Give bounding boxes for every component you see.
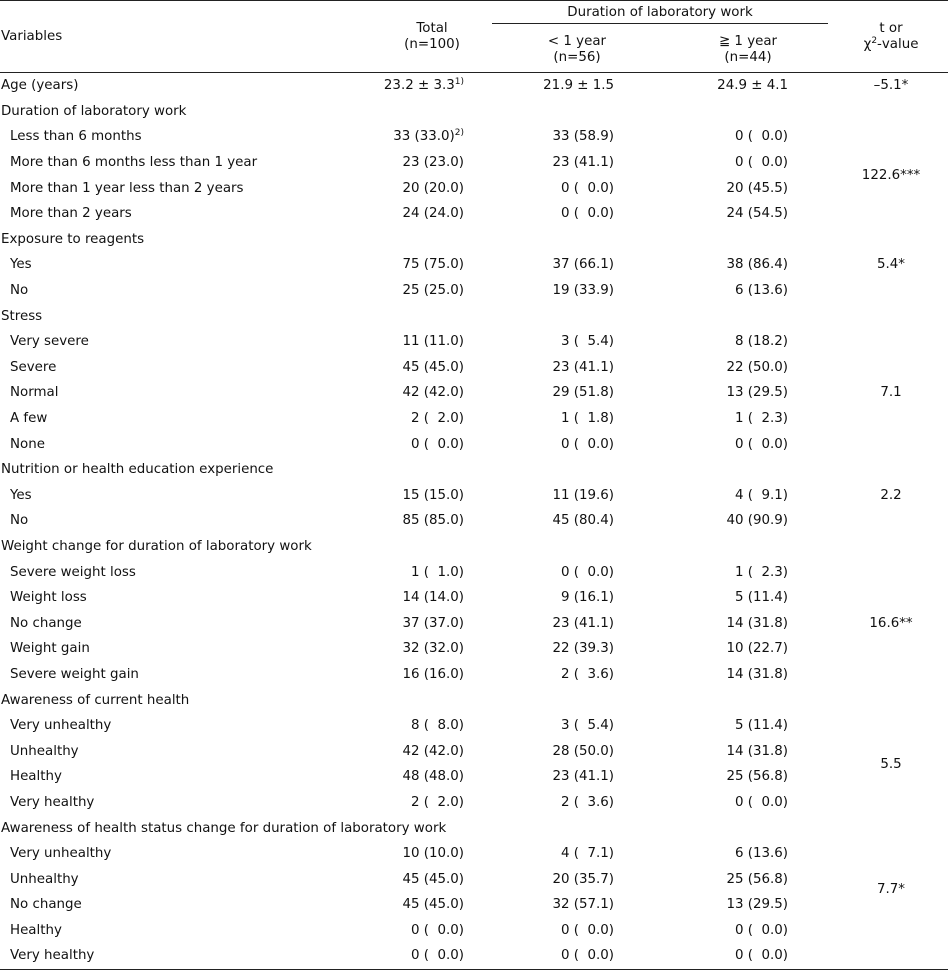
row-label: Very unhealthy — [10, 718, 112, 734]
row-label: Very healthy — [10, 794, 95, 810]
health-change-stat: 7.7* — [834, 841, 948, 969]
header-total — [372, 1, 492, 73]
stress-stat: 7.1 — [880, 385, 902, 401]
row-total: 2 ( 2.0) — [410, 794, 464, 810]
table-row — [0, 610, 948, 636]
table-row — [0, 406, 948, 432]
age-label: Age (years) — [1, 78, 79, 94]
row-lt1: 37 (66.1) — [552, 257, 614, 273]
row-total: 42 (42.0) — [402, 743, 464, 759]
age-total-value: 23.2 ± 3.3 — [383, 78, 455, 94]
row-ge1: 24 (54.5) — [726, 206, 789, 222]
header-lt1-label: < 1 year — [547, 34, 607, 49]
section-row — [0, 99, 948, 125]
row-total-value: 33 (33.0) — [393, 129, 455, 145]
row-label: No change — [10, 615, 82, 631]
row-label: Weight loss — [10, 590, 87, 606]
table-row — [0, 380, 948, 406]
row-label: Very healthy — [0, 943, 372, 969]
row-lt1: 22 (39.3) — [552, 641, 614, 657]
table-row — [0, 559, 948, 585]
row-lt1: 32 (57.1) — [552, 897, 614, 913]
table-row — [0, 73, 948, 99]
row-lt1: 2 ( 3.6) — [560, 666, 614, 682]
row-ge1: 25 (56.8) — [726, 769, 789, 785]
row-lt1: 0 ( 0.0) — [560, 564, 614, 580]
row-ge1: 20 (45.5) — [726, 180, 789, 196]
row-label: Healthy — [10, 922, 62, 938]
row-total: 8 ( 8.0) — [410, 718, 464, 734]
row-ge1: 25 (56.8) — [726, 871, 789, 887]
header-total-label: Total — [416, 20, 448, 36]
row-lt1: 23 (41.1) — [552, 769, 614, 785]
table-row — [0, 790, 948, 816]
row-total: 2 ( 2.0) — [410, 411, 464, 427]
row-total: 15 (15.0) — [402, 487, 464, 503]
row-total: 25 (25.0) — [402, 283, 464, 299]
table-row — [0, 252, 948, 278]
row-total: 16 (16.0) — [402, 666, 464, 682]
row-ge1: 14 (31.8) — [726, 615, 789, 631]
row-label: No — [10, 513, 29, 529]
row-label: Severe weight gain — [10, 666, 139, 682]
row-total: 24 (24.0) — [402, 206, 464, 222]
row-ge1: 1 ( 2.3) — [734, 564, 789, 580]
row-lt1: 0 ( 0.0) — [560, 436, 614, 452]
row-label: No change — [10, 897, 82, 913]
table-row — [0, 483, 948, 509]
age-lt1: 21.9 ± 1.5 — [543, 78, 614, 94]
row-label: Very severe — [10, 334, 89, 350]
row-label: Normal — [10, 385, 59, 401]
education-stat: 2.2 — [880, 487, 902, 503]
row-lt1: 9 (16.1) — [560, 590, 614, 606]
age-ge1: 24.9 ± 4.1 — [717, 78, 789, 94]
row-ge1: 8 (18.2) — [734, 334, 789, 350]
table-row — [0, 738, 948, 764]
row-lt1: 3 ( 5.4) — [560, 334, 614, 350]
header-ge1 — [662, 28, 834, 73]
row-total: 0 ( 0.0) — [410, 436, 464, 452]
table-row — [0, 918, 948, 944]
row-label: No — [10, 283, 29, 299]
section-row — [0, 303, 948, 329]
table-row — [0, 329, 948, 355]
table-row — [0, 662, 948, 688]
row-lt1: 2 ( 3.6) — [560, 794, 614, 810]
row-lt1: 0 ( 0.0) — [492, 943, 662, 969]
row-lt1: 23 (41.1) — [552, 615, 614, 631]
footnote-marker-2: 2) — [454, 128, 464, 139]
header-stat — [834, 1, 948, 73]
row-ge1: 0 ( 0.0) — [734, 129, 789, 145]
header-lt1-n: (n=56) — [553, 50, 601, 65]
table-row — [0, 355, 948, 381]
row-label: Very unhealthy — [10, 846, 112, 862]
section-row — [0, 687, 948, 713]
header-ge1-n: (n=44) — [724, 50, 772, 65]
row-label: Severe weight loss — [10, 564, 136, 580]
row-ge1: 22 (50.0) — [726, 359, 789, 375]
header-ge1-label: ≧ 1 year — [718, 34, 778, 49]
row-total: 10 (10.0) — [402, 846, 464, 862]
row-ge1: 13 (29.5) — [726, 897, 789, 913]
row-total: 14 (14.0) — [402, 590, 464, 606]
section-row — [0, 815, 948, 841]
row-label: None — [10, 436, 45, 452]
row-total — [372, 124, 492, 150]
row-ge1: 14 (31.8) — [726, 743, 789, 759]
row-total: 11 (11.0) — [402, 334, 464, 350]
table-row — [0, 636, 948, 662]
header-lt1 — [492, 28, 662, 73]
table-row — [0, 431, 948, 457]
row-lt1: 29 (51.8) — [552, 385, 614, 401]
row-label: More than 1 year less than 2 years — [10, 180, 244, 196]
row-ge1: 6 (13.6) — [734, 846, 789, 862]
row-label: More than 2 years — [10, 206, 132, 222]
row-lt1: 19 (33.9) — [552, 283, 614, 299]
row-ge1: 0 ( 0.0) — [662, 943, 834, 969]
header-stat-line1: t or — [879, 20, 903, 36]
footnote-marker-1: 1) — [454, 77, 464, 88]
header-total-n: (n=100) — [404, 36, 460, 52]
row-total: 32 (32.0) — [402, 641, 464, 657]
row-label: More than 6 months less than 1 year — [10, 155, 258, 171]
header-duration-group — [492, 1, 834, 29]
weight-stat: 16.6** — [869, 615, 913, 631]
section-label: Duration of laboratory work — [1, 103, 187, 119]
row-lt1: 1 ( 1.8) — [560, 411, 614, 427]
table-row — [0, 150, 948, 176]
row-total: 0 ( 0.0) — [410, 922, 464, 938]
row-label: A few — [10, 411, 48, 427]
section-label: Stress — [1, 308, 43, 324]
table-row — [0, 278, 948, 304]
section-label: Awareness of health status change for duration of laboratory work — [1, 820, 447, 836]
age-stat: –5.1* — [873, 78, 909, 94]
table-row — [0, 508, 948, 534]
section-label: Nutrition or health education experience — [1, 462, 274, 478]
age-total — [372, 73, 492, 99]
health-stat: 5.5 — [880, 756, 902, 772]
table-row — [0, 764, 948, 790]
row-lt1: 20 (35.7) — [552, 871, 614, 887]
row-total: 45 (45.0) — [402, 897, 464, 913]
table-row — [0, 841, 948, 867]
row-lt1: 3 ( 5.4) — [560, 718, 614, 734]
row-ge1: 0 ( 0.0) — [734, 155, 789, 171]
row-total: 45 (45.0) — [402, 871, 464, 887]
row-lt1: 28 (50.0) — [552, 743, 614, 759]
table-row — [0, 866, 948, 892]
row-ge1: 0 ( 0.0) — [734, 436, 789, 452]
row-ge1: 4 ( 9.1) — [734, 487, 789, 503]
row-lt1: 4 ( 7.1) — [560, 846, 614, 862]
row-lt1: 0 ( 0.0) — [560, 922, 614, 938]
row-ge1: 10 (22.7) — [726, 641, 789, 657]
row-total: 85 (85.0) — [402, 513, 464, 529]
section-row — [0, 457, 948, 483]
row-ge1: 38 (86.4) — [726, 257, 789, 273]
row-total: 0 ( 0.0) — [372, 943, 492, 969]
header-stat-line2 — [834, 37, 948, 53]
section-label: Awareness of current health — [1, 692, 190, 708]
row-ge1: 6 (13.6) — [734, 283, 789, 299]
row-label: Unhealthy — [10, 743, 79, 759]
table-row — [0, 201, 948, 227]
table-row — [0, 892, 948, 918]
section-label: Exposure to reagents — [1, 231, 145, 247]
row-lt1: 0 ( 0.0) — [560, 206, 614, 222]
row-lt1: 23 (41.1) — [552, 155, 614, 171]
row-ge1: 0 ( 0.0) — [734, 794, 789, 810]
row-total: 75 (75.0) — [402, 257, 464, 273]
chi-symbol: χ — [863, 36, 872, 52]
table-header — [0, 1, 948, 73]
table-row — [0, 943, 948, 969]
row-total: 45 (45.0) — [402, 359, 464, 375]
row-total: 42 (42.0) — [402, 385, 464, 401]
row-total: 1 ( 1.0) — [410, 564, 464, 580]
row-label: Less than 6 months — [10, 129, 142, 145]
row-total: 23 (23.0) — [402, 155, 464, 171]
row-label: Weight gain — [10, 641, 90, 657]
row-lt1: 0 ( 0.0) — [560, 180, 614, 196]
row-ge1: 5 (11.4) — [734, 590, 789, 606]
table-row — [0, 713, 948, 739]
row-label: Yes — [10, 487, 32, 503]
table-body — [0, 73, 948, 970]
section-row — [0, 534, 948, 560]
row-ge1: 14 (31.8) — [726, 666, 789, 682]
row-total: 37 (37.0) — [402, 615, 464, 631]
row-lt1: 23 (41.1) — [552, 359, 614, 375]
header-duration-label: Duration of laboratory work — [492, 5, 828, 24]
table-row — [0, 124, 948, 150]
row-total: 48 (48.0) — [402, 769, 464, 785]
section-label: Weight change for duration of laboratory work — [1, 538, 312, 554]
duration-stat: 122.6*** — [861, 167, 921, 183]
row-lt1: 11 (19.6) — [552, 487, 614, 503]
table-row — [0, 585, 948, 611]
row-lt1: 33 (58.9) — [552, 129, 614, 145]
row-label: Severe — [10, 359, 57, 375]
row-label: Yes — [10, 257, 32, 273]
row-ge1: 5 (11.4) — [734, 718, 789, 734]
row-ge1: 40 (90.9) — [726, 513, 789, 529]
row-label: Unhealthy — [10, 871, 79, 887]
stat-suffix: -value — [877, 36, 919, 52]
row-total: 20 (20.0) — [402, 180, 464, 196]
row-ge1: 0 ( 0.0) — [734, 922, 789, 938]
header-variables: Variables — [0, 1, 372, 73]
row-ge1: 13 (29.5) — [726, 385, 789, 401]
row-lt1: 45 (80.4) — [552, 513, 614, 529]
section-row — [0, 227, 948, 253]
row-ge1: 1 ( 2.3) — [734, 411, 789, 427]
table-row — [0, 175, 948, 201]
row-label: Healthy — [10, 769, 62, 785]
reagents-stat: 5.4* — [877, 257, 906, 273]
chi-superscript: 2 — [871, 35, 878, 46]
